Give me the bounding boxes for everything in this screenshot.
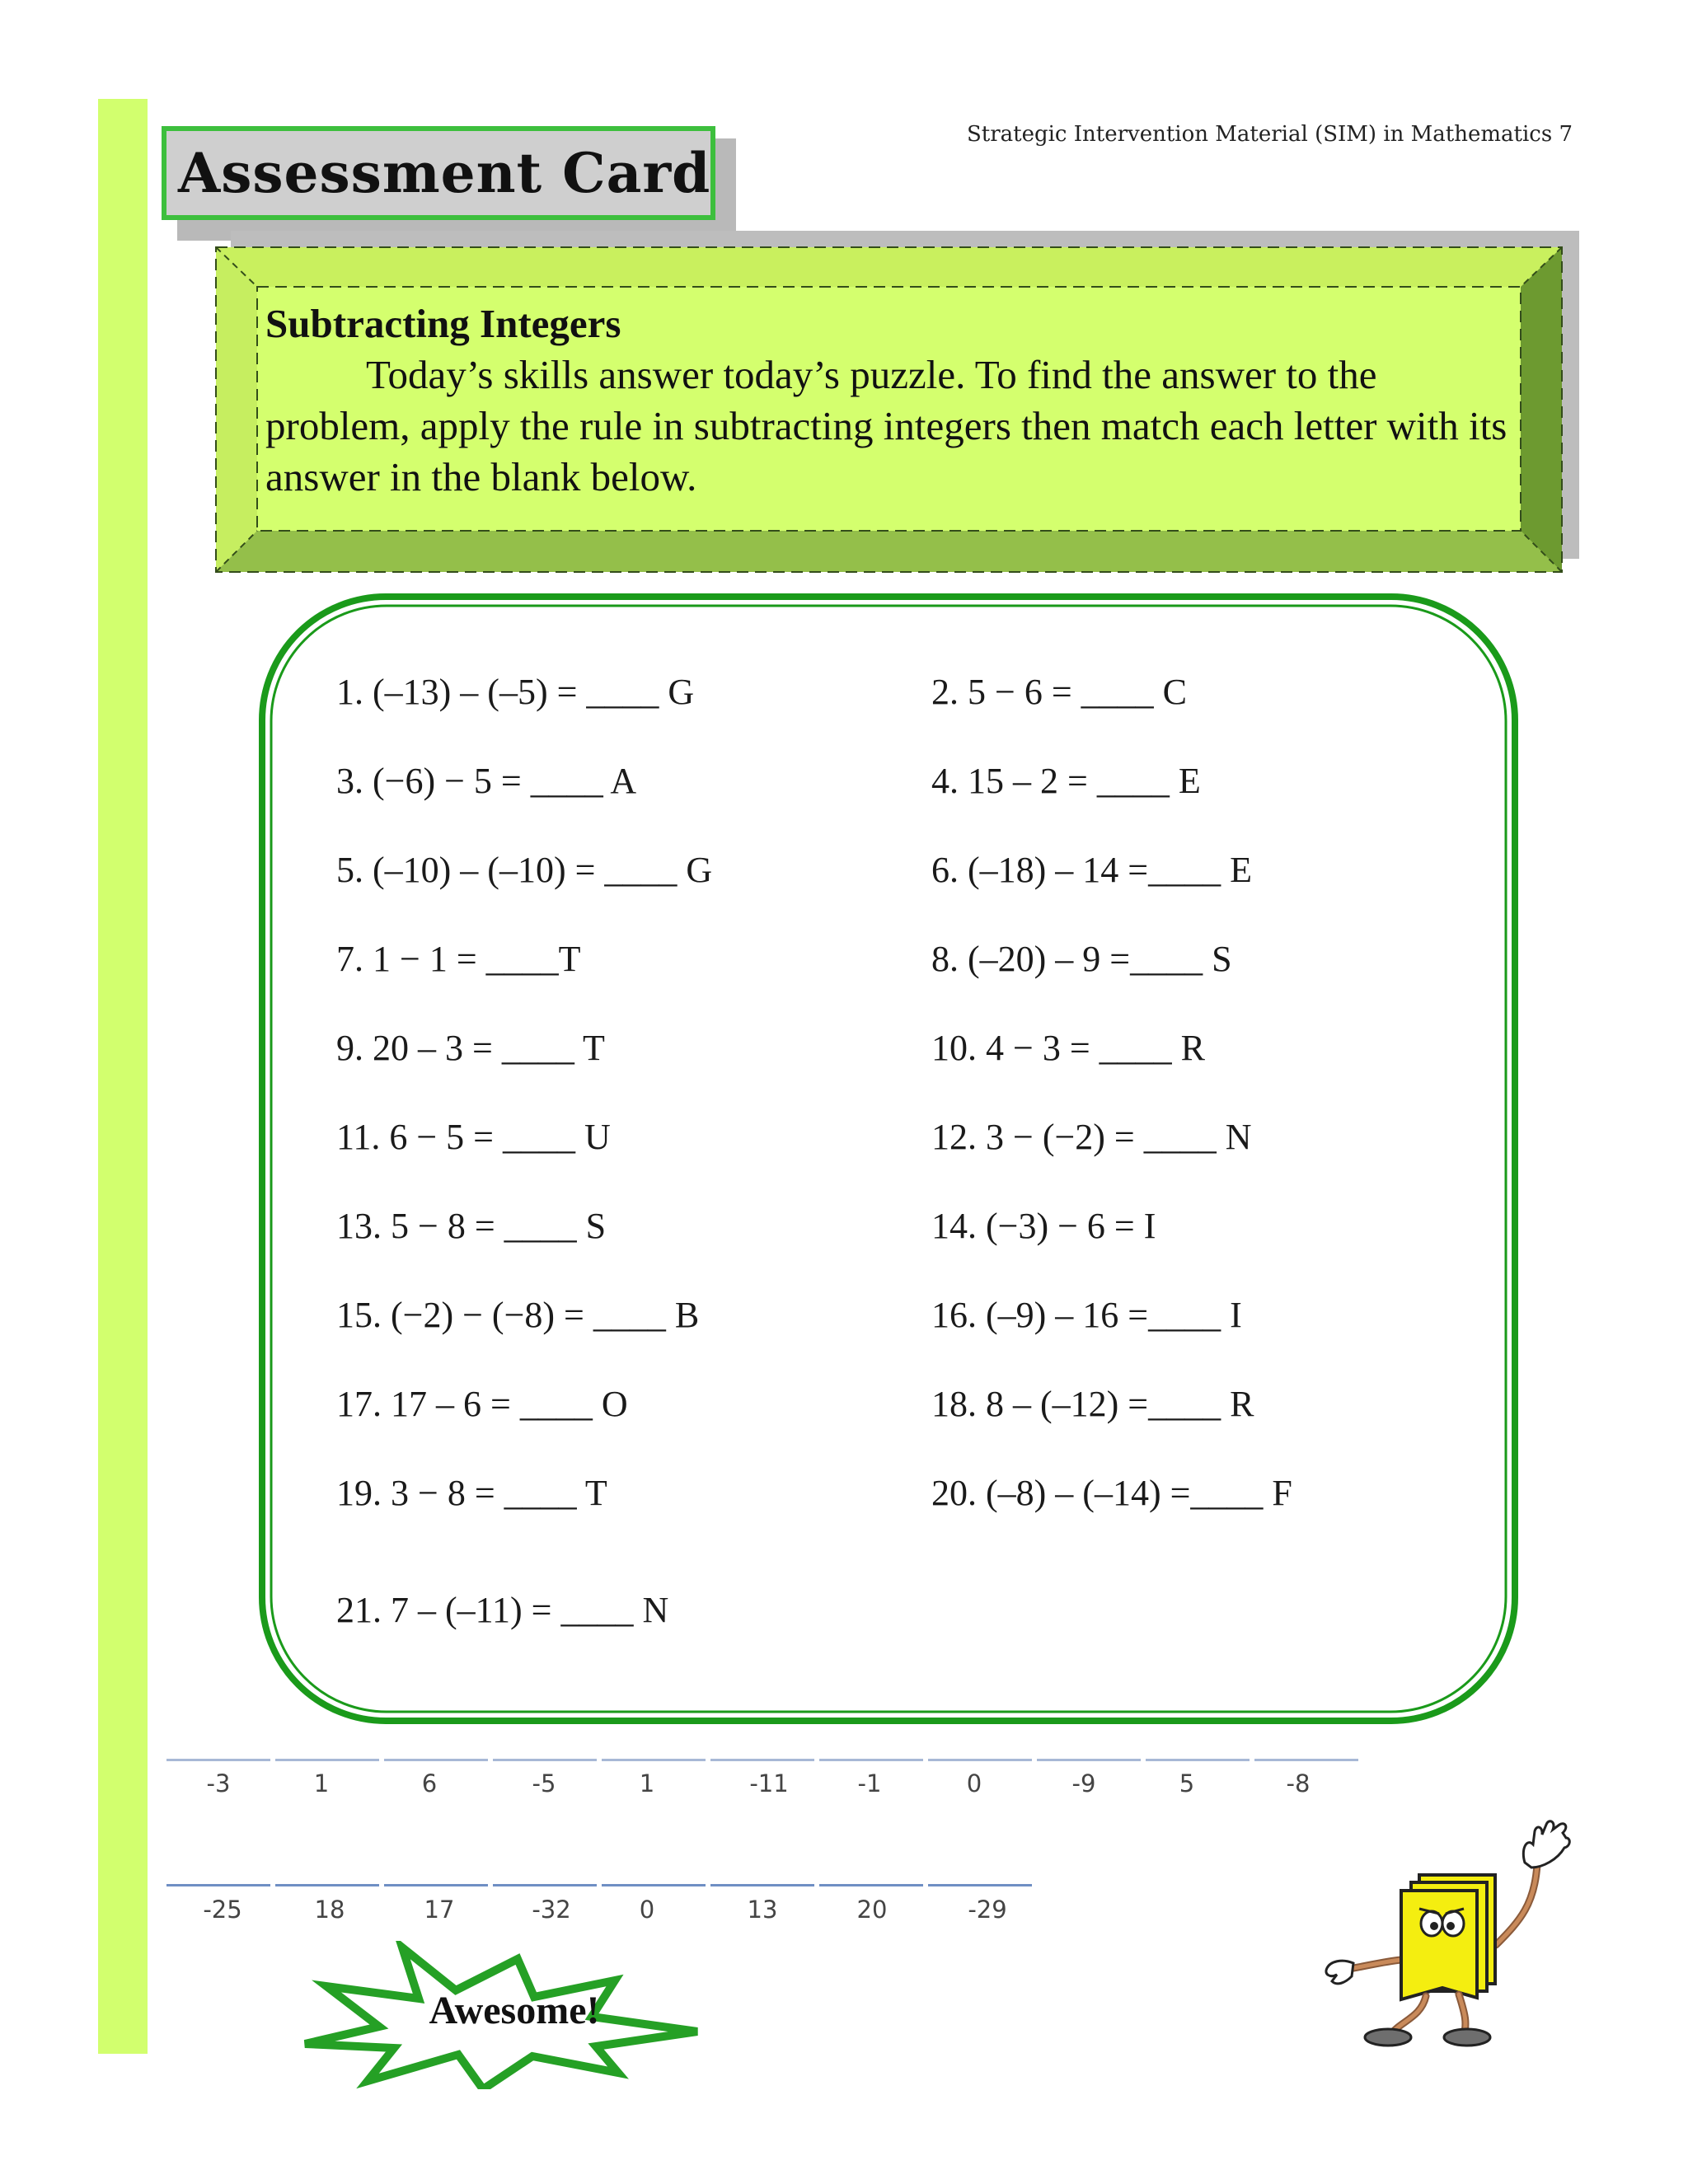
problem-13: 13. 5 − 8 = ____ S: [336, 1206, 607, 1246]
answer-number: -5: [532, 1769, 556, 1797]
problem-8: 8. (–20) – 9 =____ S: [931, 939, 1232, 979]
answer-blank: [602, 1884, 706, 1886]
answer-blank: [602, 1759, 706, 1761]
answer-blank: [384, 1759, 488, 1761]
problem-12: 12. 3 − (−2) = ____ N: [931, 1117, 1252, 1157]
answer-number: 5: [1179, 1769, 1195, 1797]
problem-7: 7. 1 − 1 = ____T: [336, 939, 581, 979]
problem-10: 10. 4 − 3 = ____ R: [931, 1028, 1205, 1068]
instruction-heading: Subtracting Integers: [265, 301, 621, 346]
problem-15: 15. (−2) − (−8) = ____ B: [336, 1295, 700, 1335]
problem-4: 4. 15 – 2 = ____ E: [931, 761, 1201, 801]
answer-number: 17: [424, 1896, 455, 1924]
answer-number: 0: [966, 1769, 982, 1797]
problem-5: 5. (–10) – (–10) = ____ G: [336, 850, 713, 890]
problem-19: 19. 3 − 8 = ____ T: [336, 1473, 607, 1513]
answer-blank: [710, 1759, 814, 1761]
answer-number: -9: [1071, 1769, 1096, 1797]
answer-blank: [928, 1884, 1032, 1886]
answer-blank: [1254, 1759, 1358, 1761]
subject-header: Strategic Intervention Material (SIM) in Mathematics 7: [966, 122, 1573, 147]
answer-number: 1: [639, 1769, 655, 1797]
instruction-body: Today’s skills answer today’s puzzle. To find the answer to the problem, apply the rule in subtracting integers then match each letter with its answer in the blank below.: [265, 352, 1507, 499]
answer-blank: [1146, 1759, 1250, 1761]
answer-blank: [819, 1884, 923, 1886]
problem-20: 20. (–8) – (–14) =____ F: [931, 1473, 1292, 1513]
problem-3: 3. (−6) − 5 = ____ A: [336, 761, 637, 801]
answer-number: 13: [747, 1896, 778, 1924]
answer-number: 20: [856, 1896, 888, 1924]
answer-blank: [710, 1884, 814, 1886]
answer-blank: [493, 1884, 597, 1886]
answer-number: -1: [857, 1769, 882, 1797]
answer-number: -29: [968, 1896, 1007, 1924]
problem-18: 18. 8 – (–12) =____ R: [931, 1384, 1254, 1424]
answer-number: -3: [206, 1769, 231, 1797]
answer-blank: [819, 1759, 923, 1761]
problem-6: 6. (–18) – 14 =____ E: [931, 850, 1252, 890]
problem-1: 1. (–13) – (–5) = ____ G: [336, 672, 695, 712]
problem-14: 14. (−3) − 6 = I: [931, 1206, 1156, 1246]
answer-number: 1: [313, 1769, 330, 1797]
book-mascot-icon: [1319, 1813, 1591, 2052]
answer-number: -32: [532, 1896, 571, 1924]
problem-2: 2. 5 − 6 = ____ C: [931, 672, 1187, 712]
answer-number: 18: [314, 1896, 345, 1924]
answer-blank: [493, 1759, 597, 1761]
problem-9: 9. 20 – 3 = ____ T: [336, 1028, 605, 1068]
answer-blank: [166, 1759, 270, 1761]
answer-number: 0: [639, 1896, 655, 1924]
problem-17: 17. 17 – 6 = ____ O: [336, 1384, 628, 1424]
awesome-badge-text: Awesome!: [429, 1989, 600, 2032]
answer-blank: [1037, 1759, 1141, 1761]
answer-number: -11: [749, 1769, 789, 1797]
answer-number: -25: [203, 1896, 242, 1924]
answer-blank: [166, 1884, 270, 1886]
answer-blank: [275, 1884, 379, 1886]
problem-11: 11. 6 − 5 = ____ U: [336, 1117, 611, 1157]
answer-blank: [275, 1759, 379, 1761]
answer-number: 6: [421, 1769, 438, 1797]
problem-21: 21. 7 – (–11) = ____ N: [336, 1590, 669, 1630]
problem-16: 16. (–9) – 16 =____ I: [931, 1295, 1242, 1335]
page-title: Assessment Card: [178, 141, 711, 205]
answer-number: -8: [1286, 1769, 1311, 1797]
answer-blank: [928, 1759, 1032, 1761]
answer-blank: [384, 1884, 488, 1886]
